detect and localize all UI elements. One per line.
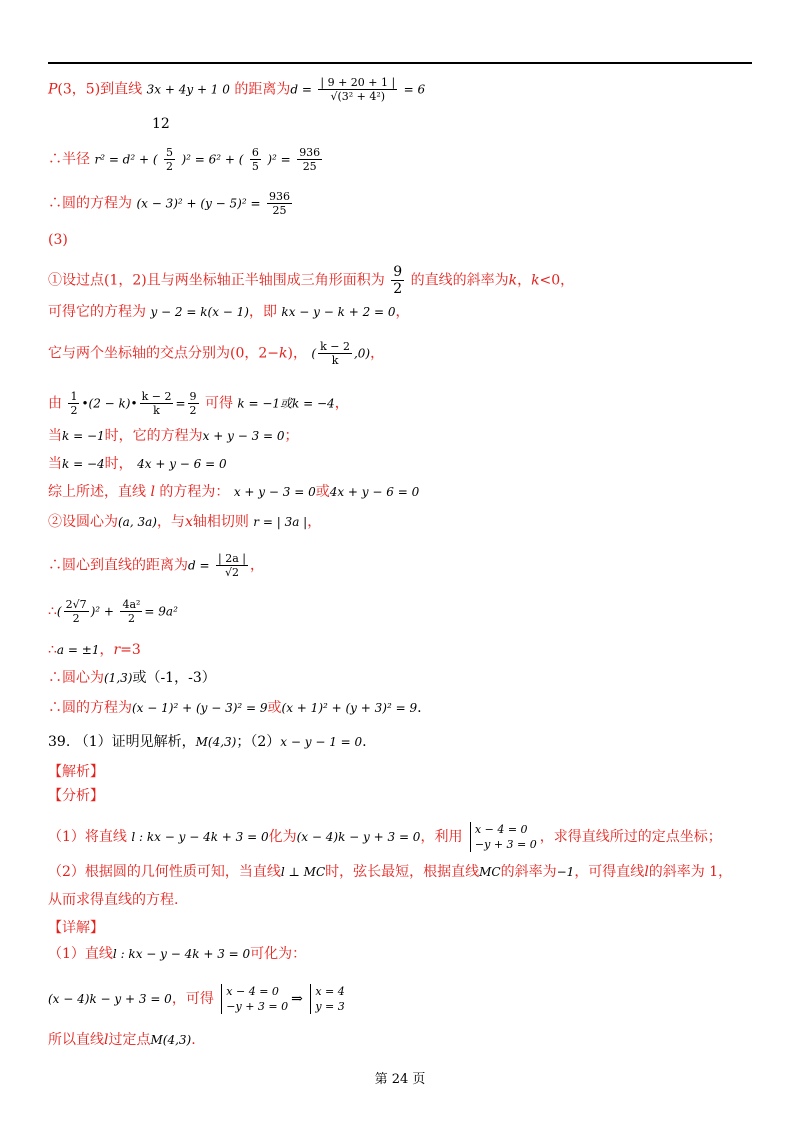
- numerator: k − 2: [320, 340, 350, 353]
- denominator: 2: [393, 281, 403, 297]
- text: ，可得: [171, 991, 214, 1007]
- text: ，: [395, 304, 410, 320]
- text: ∴圆的方程为: [48, 195, 132, 212]
- formula: (x − 4)k − y + 3 = 0: [296, 830, 421, 844]
- text: ，可得直线: [574, 864, 645, 880]
- center-line: [48, 668, 216, 688]
- text: 时，: [104, 456, 133, 472]
- numerator: 1: [70, 390, 78, 403]
- formula: •(2 − k)•: [81, 396, 138, 411]
- case-k-minus-4: [48, 454, 227, 474]
- fraction: [250, 146, 261, 173]
- fraction: [188, 390, 199, 417]
- text: ，: [370, 345, 385, 362]
- text: 的距离为: [234, 81, 291, 98]
- formula: )² = 6² + (: [181, 152, 244, 167]
- text: 可得它的方程为: [48, 304, 146, 320]
- fraction: [68, 390, 79, 417]
- text: .: [417, 700, 422, 716]
- formula: (a, 3a): [118, 515, 157, 529]
- system-eq: x = 4: [315, 985, 345, 998]
- denominator: 2: [189, 404, 197, 417]
- formula: kx − y − k + 2 = 0: [281, 305, 396, 319]
- formula: (: [56, 604, 62, 619]
- formula: = 6: [403, 82, 426, 97]
- formula: 4x + y − 6 = 0: [137, 457, 227, 471]
- line-equation: [48, 302, 410, 322]
- point-p: P: [48, 81, 58, 98]
- text: 过定点: [108, 1032, 151, 1048]
- analysis-2-cont: 从而求得直线的方程.: [48, 892, 179, 908]
- formula: =: [175, 396, 186, 411]
- text: ∴: [48, 642, 57, 658]
- formula: 4x + y − 6 = 0: [329, 485, 420, 499]
- text: ；（2）: [236, 734, 281, 750]
- intercept-line: [48, 340, 384, 367]
- denominator: 5: [251, 160, 259, 173]
- text: 它与两个坐标轴的交点分别为(0，2−: [48, 345, 280, 362]
- text: 或: [267, 700, 282, 716]
- text: ；: [284, 428, 299, 444]
- fraction: [216, 552, 248, 579]
- system-eq: y = 3: [315, 1000, 345, 1013]
- text: .: [362, 734, 367, 750]
- system-eq: −y + 3 = 0: [474, 838, 537, 851]
- text: .: [191, 1032, 196, 1048]
- summary-line: [48, 482, 419, 502]
- formula: d =: [290, 82, 312, 97]
- formula: M(4,3): [150, 1033, 192, 1047]
- formula: (x − 1)² + (y − 3)² = 9: [132, 701, 268, 715]
- text: （2）根据圆的几何性质可知，当直线: [48, 864, 281, 880]
- formula: d =: [188, 558, 210, 573]
- part-label: (3): [48, 232, 68, 248]
- text: 的方程为：: [159, 484, 230, 500]
- denominator: √(3² + 4²): [330, 90, 386, 103]
- system-eq: x − 4 = 0: [474, 823, 528, 836]
- fraction: [64, 598, 89, 625]
- formula: −1: [556, 865, 575, 879]
- stray-number: 12: [152, 116, 170, 132]
- numerator: 4a²: [122, 598, 141, 611]
- formula: M(4,3): [195, 735, 237, 749]
- formula: = 9a²: [144, 604, 178, 619]
- text: 综上所述，直线: [48, 484, 146, 500]
- text: 39. （1）证明见解析，: [48, 734, 196, 750]
- denominator: k: [331, 354, 339, 367]
- formula: x − y − 1 = 0: [280, 735, 363, 749]
- slope-setup-line: [48, 264, 574, 297]
- text: ，: [99, 642, 114, 658]
- formula: l : kx − y − 4k + 3 = 0: [112, 947, 251, 961]
- text: =3: [120, 642, 141, 658]
- text: 所以直线: [48, 1032, 104, 1048]
- a-value-line: [48, 640, 141, 660]
- text: 轴相切则: [192, 514, 249, 530]
- final-circle-equation: [48, 698, 422, 718]
- var: r: [113, 642, 121, 658]
- text: ∴: [48, 603, 57, 620]
- case-k-minus-1: [48, 426, 299, 446]
- section-fenxi: 【分析】: [48, 788, 104, 804]
- text: <0，: [539, 272, 575, 289]
- denominator: √2: [224, 566, 239, 579]
- fraction: [164, 146, 175, 173]
- text: 的斜率为: [500, 864, 557, 880]
- page-number: 第 24 页: [374, 1072, 426, 1087]
- text: ，与: [156, 514, 185, 530]
- fraction: [318, 76, 397, 103]
- text: ，即: [248, 304, 277, 320]
- numerator: 936: [299, 146, 321, 159]
- fraction: [297, 146, 322, 173]
- text: ，利用: [420, 829, 463, 845]
- formula: (x − 3)² + (y − 5)² =: [136, 196, 261, 211]
- header-rule: [48, 62, 752, 64]
- fraction: [318, 340, 352, 367]
- text: ∴圆心到直线的距离为: [48, 557, 188, 574]
- system-eq: −y + 3 = 0: [226, 1000, 289, 1013]
- denominator: 25: [302, 160, 317, 173]
- denominator: 2: [70, 404, 78, 417]
- question-39-answer: [48, 732, 367, 752]
- text: ②设圆心为: [48, 514, 118, 530]
- denominator: k: [153, 404, 160, 417]
- text: 时，它的方程为: [104, 428, 203, 444]
- formula: )² =: [267, 152, 291, 167]
- detail-1: [48, 944, 306, 964]
- system-brace: [221, 984, 288, 1014]
- system-brace: [470, 822, 537, 852]
- formula: )² +: [90, 604, 114, 619]
- text: )，: [287, 345, 307, 362]
- formula: y − 2 = k(x − 1): [150, 305, 249, 319]
- distance-line: [48, 76, 425, 103]
- analysis-1: [48, 822, 722, 852]
- text: (3，5)到直线: [57, 81, 143, 98]
- formula: MC: [479, 865, 501, 879]
- system-eq: x − 4 = 0: [226, 985, 279, 998]
- var: l: [150, 484, 155, 500]
- text: ∴圆的方程为: [48, 700, 132, 716]
- formula: k = −1或k = −4: [237, 396, 335, 411]
- fixed-point-line: [48, 1030, 196, 1050]
- formula: (: [311, 346, 317, 361]
- text: （1）直线: [48, 946, 113, 962]
- denominator: 2: [72, 612, 80, 625]
- text: ，: [517, 272, 532, 289]
- analysis-2: [48, 862, 732, 882]
- var: l: [644, 864, 649, 880]
- section-xiangjie: 【详解】: [48, 920, 104, 936]
- numerator: k − 2: [141, 390, 172, 403]
- var: k: [279, 345, 288, 362]
- text: 的直线的斜率为: [410, 272, 509, 289]
- formula: r² = d² + (: [94, 152, 158, 167]
- denominator: 2: [127, 612, 135, 625]
- implies-symbol: ⇒: [291, 991, 303, 1007]
- text: 当: [48, 428, 62, 444]
- formula: r = | 3a |: [253, 515, 308, 529]
- text: 可得: [204, 395, 233, 412]
- formula: a = ±1: [56, 643, 100, 657]
- formula: k = −1: [62, 429, 105, 443]
- var: k: [508, 272, 518, 289]
- var: x: [184, 514, 193, 530]
- formula: l ⊥ MC: [280, 865, 326, 879]
- radius-line: [48, 146, 324, 173]
- var: l: [104, 1032, 109, 1048]
- numerator: 936: [269, 190, 290, 203]
- text: （1）将直线: [48, 829, 127, 845]
- text: 由: [48, 395, 62, 412]
- text: ，求得直线所过的定点坐标；: [539, 829, 722, 845]
- text: ，: [249, 557, 264, 574]
- text: 时，弦长最短，根据直线: [325, 864, 480, 880]
- numerator: | 9 + 20 + 1 |: [320, 76, 396, 89]
- numerator: 5: [166, 146, 173, 159]
- fraction: [120, 598, 142, 625]
- formula: k = −4: [62, 457, 105, 471]
- fraction: [267, 190, 292, 217]
- text: ，: [307, 514, 322, 530]
- center-distance-line: [48, 552, 264, 579]
- denominator: 2: [166, 160, 173, 173]
- text: ，: [334, 395, 349, 412]
- formula: (x + 1)² + (y + 3)² = 9: [281, 701, 418, 715]
- circle-center-setup: [48, 512, 321, 532]
- formula: (1,3): [104, 671, 133, 685]
- formula: 3x + 4y + 1 0: [146, 82, 230, 97]
- denominator: 25: [272, 204, 287, 217]
- text: ①设过点(1，2)且与两坐标轴正半轴围成三角形面积为: [48, 272, 385, 289]
- text: 当: [48, 456, 62, 472]
- numerator: | 2a |: [218, 552, 246, 565]
- text: 或: [315, 484, 330, 500]
- formula: x + y − 3 = 0: [233, 485, 316, 499]
- numerator: 9: [393, 264, 403, 280]
- formula: (x − 4)k − y + 3 = 0: [48, 992, 172, 1006]
- section-jiexi: 【解析】: [48, 764, 104, 780]
- formula: l : kx − y − 4k + 3 = 0: [131, 830, 269, 844]
- text: ∴圆心为: [48, 670, 104, 686]
- text: 化为: [268, 829, 297, 845]
- circle-equation-line: [48, 190, 294, 217]
- text: 的斜率为 1，: [648, 864, 733, 880]
- fraction: [140, 390, 174, 417]
- text: ∴半径: [48, 151, 90, 168]
- formula: ,0): [353, 346, 371, 361]
- area-equation-line: [48, 390, 349, 417]
- numerator: 9: [189, 390, 197, 403]
- text: 或（-1，-3）: [132, 670, 216, 686]
- formula: x + y − 3 = 0: [202, 429, 285, 443]
- fraction: [391, 264, 404, 297]
- numerator: 2√7: [65, 598, 87, 611]
- detail-system: [48, 984, 348, 1014]
- var: k: [531, 272, 540, 289]
- text: 可化为：: [250, 946, 307, 962]
- equation-a-line: [48, 598, 178, 625]
- numerator: 6: [251, 146, 259, 159]
- system-brace: [310, 984, 344, 1014]
